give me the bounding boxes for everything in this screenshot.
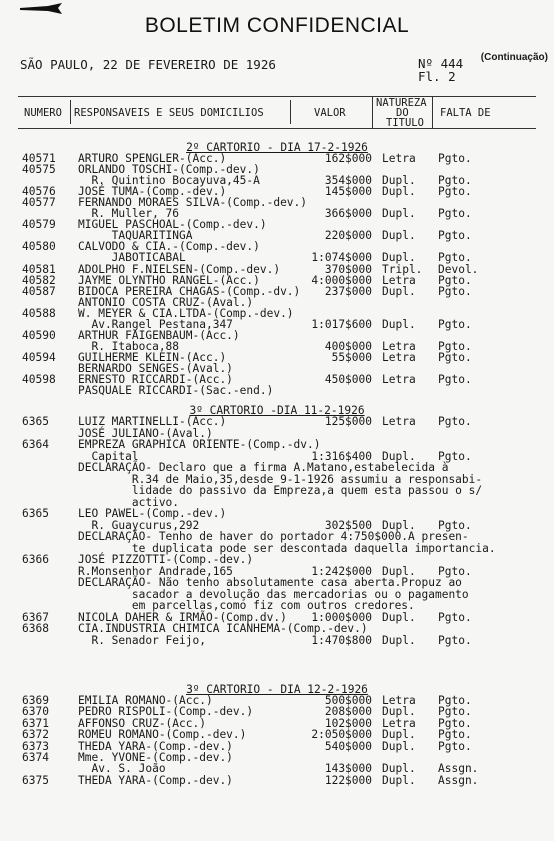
entry-reason: Pgto.: [438, 350, 472, 364]
table-row: [0, 531, 554, 542]
entry-title-type: Letra: [382, 339, 416, 353]
entry-reason: Pgto.: [438, 716, 472, 730]
entry-reason: Devol.: [438, 262, 479, 276]
entry-reason: Pgto.: [438, 284, 472, 298]
entry-number: 6370: [22, 705, 49, 719]
entry-number: 40582: [22, 273, 56, 287]
entry-value: 220$000: [324, 229, 372, 243]
entry-value: 1:470$800: [311, 633, 372, 647]
entry-description: DECLARAÇÃO- Declaro que a firma A.Matano,estabelecida à: [78, 461, 449, 474]
entry-description: R. Itaboca,88: [78, 339, 180, 353]
page-title: BOLETIM CONFIDENCIAL: [144, 14, 410, 37]
entry-title-type: Dupl.: [382, 229, 416, 243]
header-numero: NUMERO: [24, 107, 62, 119]
entry-reason: Pgto.: [438, 152, 472, 165]
header-natureza-do: DO: [396, 107, 409, 119]
entry-reason: Pgto.: [438, 251, 472, 265]
entry-value: 354$000: [324, 174, 372, 188]
table-row: [0, 474, 554, 485]
entry-value: 102$000: [324, 716, 372, 730]
entry-number: 6373: [22, 739, 49, 753]
entry-number: 6364: [22, 438, 49, 451]
entry-reason: Assgn.: [438, 773, 479, 787]
header-bottom-rule: [18, 128, 536, 129]
entry-description: ANTONIO COSTA CRUZ-(Aval.): [78, 295, 254, 309]
entry-reason: Pgto.: [438, 339, 472, 353]
header-divider: [372, 96, 373, 128]
table-row: [0, 554, 554, 565]
entry-description: CIA.INDUSTRIA CHIMICA ICANHEMA-(Comp.-dev.): [78, 622, 368, 635]
entry-title-type: Dupl.: [382, 284, 416, 298]
entry-reason: Pgto.: [438, 207, 472, 221]
entry-value: 400$000: [324, 339, 372, 353]
dateline: SÃO PAULO, 22 DE FEVEREIRO DE 1926: [20, 57, 276, 72]
table-row: [0, 439, 554, 450]
entry-title-type: Dupl.: [382, 739, 416, 753]
entry-reason: Pgto.: [438, 705, 472, 719]
entry-number: 40576: [22, 185, 56, 199]
entry-number: 40588: [22, 306, 56, 320]
entry-value: 208$000: [324, 705, 372, 719]
table-row: [0, 297, 554, 308]
section-heading: 3º CARTORIO -DIA 11-2-1926: [189, 404, 365, 417]
entry-reason: Pgto.: [438, 317, 472, 331]
entry-description: Mme. YVONE-(Comp.-dev.): [78, 751, 233, 764]
entry-reason: Pgto.: [438, 728, 472, 742]
entry-value: 500$000: [324, 694, 372, 707]
entry-description: activo.: [78, 495, 180, 509]
entry-number: 40590: [22, 328, 56, 342]
entry-value: 55$000: [331, 350, 372, 364]
header-valor: VALOR: [314, 107, 346, 119]
entry-description: JOSÉ PIZZOTTI-(Comp.-dev.): [78, 553, 254, 566]
entry-title-type: Dupl.: [382, 773, 416, 787]
entry-description: sacador a devolução das mercadorias ou o pagamento: [78, 587, 469, 601]
table-row: [0, 520, 554, 531]
table-row: [0, 706, 554, 717]
entry-title-type: Tripl.: [382, 262, 423, 276]
entry-title-type: Letra: [382, 716, 416, 730]
entry-number: 40579: [22, 218, 56, 232]
entry-reason: Pgto.: [438, 610, 472, 624]
table-row: [0, 600, 554, 611]
table-row: [0, 589, 554, 600]
entry-reason: Pgto.: [438, 174, 472, 188]
table-row: [0, 577, 554, 588]
table-row: [0, 695, 554, 706]
table-row: [0, 635, 554, 646]
entry-description: JOSÉ JULIANO-(Aval.): [78, 426, 213, 440]
bulletin-number: Nº 444: [418, 56, 464, 71]
entry-number: 6374: [22, 751, 49, 764]
table-row: [0, 462, 554, 473]
entry-reason: Pgto.: [438, 185, 472, 199]
table-row: [0, 485, 554, 496]
entry-description: ARTURO SPENGLER-(Acc.): [78, 152, 227, 165]
entry-number: 6367: [22, 610, 49, 624]
entry-description: CALVODO & CIA.-(Comp.-dev.): [78, 240, 260, 254]
entry-description: EMILIA ROMANO-(Acc.): [78, 694, 213, 707]
entry-title-type: Letra: [382, 694, 416, 707]
entry-title-type: Letra: [382, 373, 416, 386]
entry-description: Capital: [78, 449, 139, 463]
header-divider: [290, 100, 291, 124]
entry-description: JABOTICABAL: [78, 251, 186, 265]
entry-reason: Pgto.: [438, 739, 472, 753]
header-natureza: NATUREZA: [376, 97, 427, 109]
entry-number: 6365: [22, 507, 49, 520]
entry-description: BERNARDO SENGES-(Aval.): [78, 361, 233, 375]
table-row: [0, 508, 554, 519]
entry-reason: Pgto.: [438, 273, 472, 287]
entry-reason: Pgto.: [438, 564, 472, 578]
entry-description: LEO PAWEL-(Comp.-dev.): [78, 507, 227, 520]
entry-description: DECLARAÇÃO- Não tenho absolutamente casa aberta.Propuz ao: [78, 576, 462, 589]
entry-description: AFFONSO CRUZ-(Acc.): [78, 716, 206, 730]
header-responsaveis: RESPONSAVEIS E SEUS DOMICILIOS: [74, 107, 264, 119]
entry-description: BIDOCA PEREIRA CHAGAS-(Comp.-dv.): [78, 284, 301, 298]
entry-value: 4:000$000: [311, 273, 372, 287]
entry-title-type: Dupl.: [382, 174, 416, 188]
entry-reason: Pgto.: [438, 633, 472, 647]
entry-value: 540$000: [324, 739, 372, 753]
entry-value: 302$500: [324, 518, 372, 532]
entry-description: NICOLA DAHER & IRMÃO-(Comp.dv.): [78, 610, 287, 624]
entry-title-type: Letra: [382, 415, 416, 428]
table-row: [0, 497, 554, 508]
entry-description: ORLANDO TOSCHI-(Comp.-dev.): [78, 163, 260, 177]
header-divider: [432, 96, 433, 128]
entry-description: R. Muller, 76: [78, 207, 180, 221]
header-top-rule: [18, 96, 536, 97]
entry-description: Av.Rangel Pestana,347: [78, 317, 233, 331]
entry-value: 1:074$000: [311, 251, 372, 265]
entry-value: 450$000: [324, 373, 372, 386]
entry-description: Av. S. João: [78, 762, 166, 776]
table-row: [0, 264, 554, 275]
entry-title-type: Dupl.: [382, 705, 416, 719]
entry-title-type: Letra: [382, 152, 416, 165]
entry-number: 6366: [22, 553, 49, 566]
entry-title-type: Letra: [382, 350, 416, 364]
entry-reason: Pgto.: [438, 229, 472, 243]
entry-value: 1:017$600: [311, 317, 372, 331]
entry-description: ROMEU ROMANO-(Comp.-dev.): [78, 728, 247, 742]
entry-number: 40577: [22, 196, 56, 210]
entry-description: te duplicata pode ser descontada daquella importancia.: [78, 541, 496, 555]
table-row: [0, 623, 554, 634]
table-row: [0, 612, 554, 623]
table-row: [0, 543, 554, 554]
entry-title-type: Letra: [382, 273, 416, 287]
entry-description: GUILHERME KLEIN-(Acc.): [78, 350, 227, 364]
entry-number: 40587: [22, 284, 56, 298]
entry-description: JOSÉ TUMA-(Comp.-dev.): [78, 185, 227, 199]
table-row: [0, 763, 554, 774]
entry-description: LUIZ MARTINELLI-(Acc.): [78, 415, 227, 428]
entry-title-type: Dupl.: [382, 251, 416, 265]
entry-title-type: Dupl.: [382, 185, 416, 199]
entry-title-type: Dupl.: [382, 633, 416, 647]
entry-description: ARTHUR FAIGENBAUM-(Acc.): [78, 328, 240, 342]
table-row: [0, 252, 554, 263]
table-row: [0, 275, 554, 286]
entry-description: ADOLPHO F.NIELSEN-(Comp.-dev.): [78, 262, 281, 276]
header-falta: FALTA DE: [440, 107, 491, 119]
entry-number: 40571: [22, 152, 56, 165]
entry-title-type: Dupl.: [382, 610, 416, 624]
entry-value: 1:242$000: [311, 564, 372, 578]
entry-description: W. MEYER & CIA.LTDA-(Comp.-dev.): [78, 306, 294, 320]
entry-value: 1:000$000: [311, 610, 372, 624]
entry-value: 143$000: [324, 762, 372, 776]
entry-value: 1:316$400: [311, 449, 372, 463]
entry-description: THEDA YARA-(Comp.-dev.): [78, 773, 233, 787]
entry-value: 366$000: [324, 207, 372, 221]
table-row: [0, 741, 554, 752]
entry-number: 40594: [22, 350, 56, 364]
entry-title-type: Dupl.: [382, 518, 416, 532]
entry-title-type: Dupl.: [382, 317, 416, 331]
entry-number: 40581: [22, 262, 56, 276]
entry-description: PASQUALE RICCARDI-(Sac.-end.): [78, 384, 274, 398]
entry-title-type: Dupl.: [382, 564, 416, 578]
table-row: [0, 385, 554, 396]
entry-value: 122$000: [324, 773, 372, 787]
entry-number: 6369: [22, 694, 49, 707]
table-row: [0, 451, 554, 462]
sheet-number: Fl. 2: [418, 69, 456, 84]
entry-number: 6365: [22, 415, 49, 428]
entry-number: 40598: [22, 373, 56, 386]
entry-title-type: Dupl.: [382, 728, 416, 742]
entry-reason: Pgto.: [438, 518, 472, 532]
entry-description: em parcellas,como fiz com outros credores.: [78, 599, 415, 612]
entry-description: DECLARAÇÃO- Tenho de haver do portador 4:750$000.A presen-: [78, 530, 469, 543]
entry-number: 6372: [22, 728, 49, 742]
entry-reason: Pgto.: [438, 415, 472, 428]
entry-reason: Assgn.: [438, 762, 479, 776]
entry-title-type: Dupl.: [382, 207, 416, 221]
entry-description: R. Guaycurus,292: [78, 518, 200, 532]
table-row: [0, 566, 554, 577]
entry-description: JAYME OLYNTHO RANGEL-(Acc.): [78, 273, 260, 287]
entry-value: 370$000: [324, 262, 372, 276]
entry-description: MIGUEL PASCHOAL-(Comp.-dev.): [78, 218, 267, 232]
entry-reason: Pgto.: [438, 373, 472, 386]
table-row: [0, 752, 554, 763]
table-row: [0, 286, 554, 297]
entry-title-type: Dupl.: [382, 762, 416, 776]
entry-number: 6371: [22, 716, 49, 730]
table-row: [0, 775, 554, 786]
entry-value: 125$000: [324, 415, 372, 428]
entry-title-type: Dupl.: [382, 449, 416, 463]
entry-description: R.Monsenhor Andrade,165: [78, 564, 233, 578]
section-heading: 2º CARTORIO - DIA 17-2-1926: [186, 141, 368, 154]
entry-reason: Pgto.: [438, 694, 472, 707]
entry-description: R. Quintino Bocayuva,45-A: [78, 174, 260, 188]
entry-number: 40575: [22, 163, 56, 177]
entry-number: 6375: [22, 773, 49, 787]
entry-description: EMPREZA GRAPHICA ORIENTE-(Comp.-dv.): [78, 438, 321, 451]
entry-value: 162$000: [324, 152, 372, 165]
table-row: [0, 416, 554, 427]
entry-description: R.34 de Maio,35,desde 9-1-1926 assumiu a responsabi-: [78, 472, 483, 486]
entry-reason: Pgto.: [438, 449, 472, 463]
header-natureza-titulo: TITULO: [386, 117, 424, 129]
table-row: [0, 729, 554, 740]
entry-number: 40580: [22, 240, 56, 254]
section-heading: 3º CARTORIO - DIA 12-2-1926: [186, 683, 368, 696]
entry-description: FERNANDO MORAES SILVA-(Comp.-dev.): [78, 196, 308, 210]
entry-description: PEDRO RISPOLI-(Comp.-dev.): [78, 705, 254, 719]
continuation-label: (Continuação): [480, 52, 548, 63]
entry-description: THEDA YARA-(Comp.-dev.): [78, 739, 233, 753]
entry-description: lidade do passivo da Empreza,a quem esta passou o s/: [78, 484, 483, 497]
entry-value: 2:050$000: [311, 728, 372, 742]
table-row: [0, 718, 554, 729]
entry-number: 6368: [22, 622, 49, 635]
entry-description: ERNESTO RICCARDI-(Acc.): [78, 373, 233, 386]
entry-description: TAQUARITINGA: [78, 229, 193, 243]
entry-description: R. Senador Feijo,: [78, 633, 206, 647]
entry-value: 237$000: [324, 284, 372, 298]
table-row: [0, 428, 554, 439]
header-divider: [70, 100, 71, 124]
entry-value: 145$000: [324, 185, 372, 199]
